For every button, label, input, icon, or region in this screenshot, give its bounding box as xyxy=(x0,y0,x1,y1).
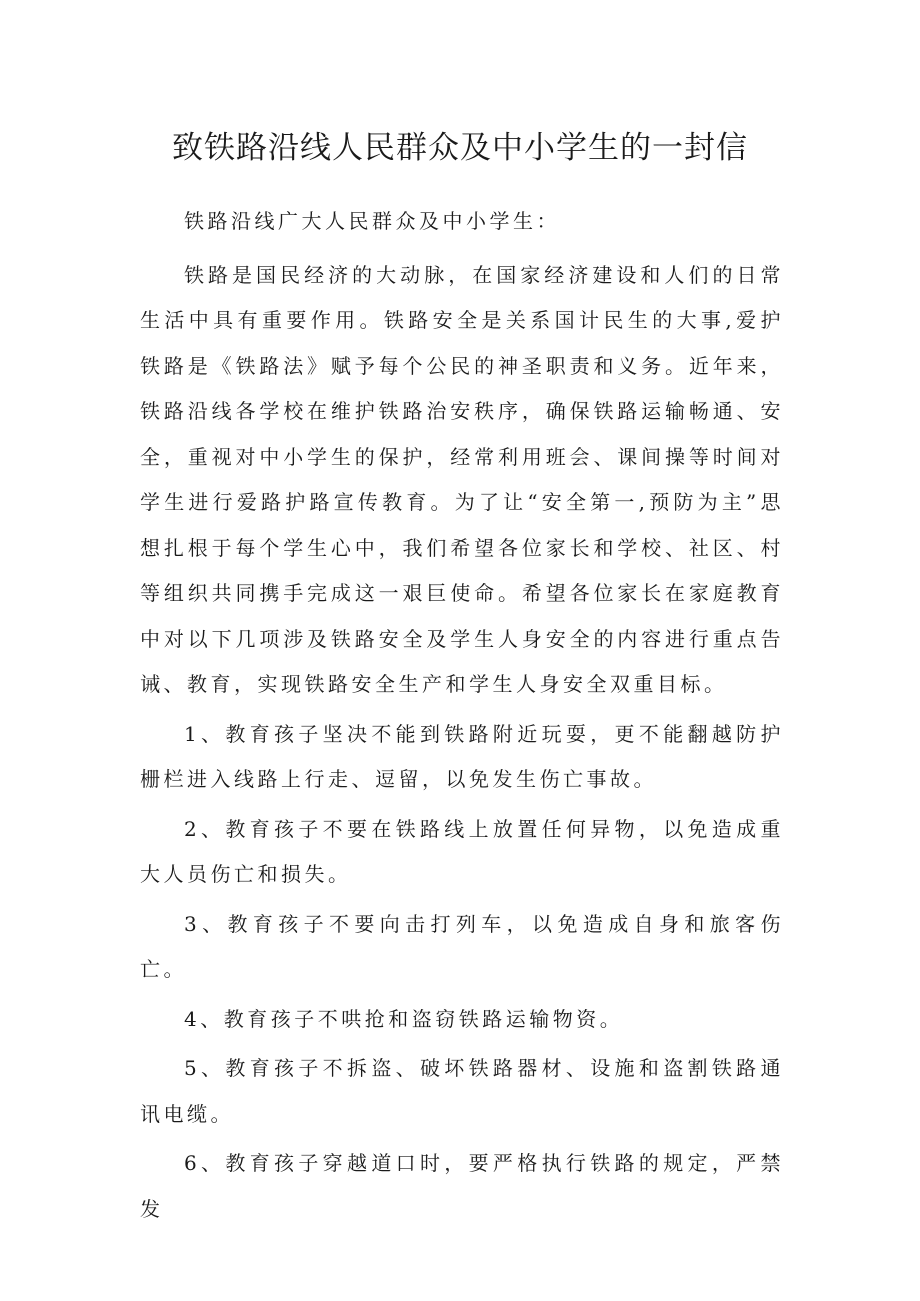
letter-body xyxy=(140,199,784,1232)
list-item-5: 5、教育孩子不拆盗、破坏铁路器材、设施和盗割铁路通讯电缆。 xyxy=(140,1056,784,1126)
list-item-2: 2、教育孩子不要在铁路线上放置任何异物，以免造成重大人员伤亡和损失。 xyxy=(140,816,784,886)
salutation: 铁路沿线广大人民群众及中小学生： xyxy=(184,209,560,233)
document-title: 致铁路沿线人民群众及中小学生的一封信 xyxy=(172,130,748,166)
list-item-1: 1、教育孩子坚决不能到铁路附近玩耍，更不能翻越防护栅栏进入线路上行走、逗留，以免发生伤亡事故。 xyxy=(140,721,784,791)
intro-paragraph: 铁路是国民经济的大动脉，在国家经济建设和人们的日常生活中具有重要作用。铁路安全是关系国计民生的大事,爱护铁路是《铁路法》赋予每个公民的神圣职责和义务。近年来，铁路沿线各学校在维护铁路治安秩序，确保铁路运输畅通、安全，重视对中小学生的保护，经常利用班会、课间操等时间对学生进行爱路护路宣传教育。为了让“安全第一,预防为主”思想扎根于每个学生心中，我们希望各位家长和学校、社区、村等组织共同携手完成这一艰巨使命。希望各位家长在家庭教育中对以下几项涉及铁路安全及学生人身安全的内容进行重点告诫、教育，实现铁路安全生产和学生人身安全双重目标。 xyxy=(140,262,784,696)
list-item-6: 6、教育孩子穿越道口时，要严格执行铁路的规定，严禁发 xyxy=(140,1151,784,1221)
list-item-4: 4、教育孩子不哄抢和盗窃铁路运输物资。 xyxy=(184,1006,624,1031)
list-item-3: 3、教育孩子不要向击打列车，以免造成自身和旅客伤亡。 xyxy=(140,911,784,981)
